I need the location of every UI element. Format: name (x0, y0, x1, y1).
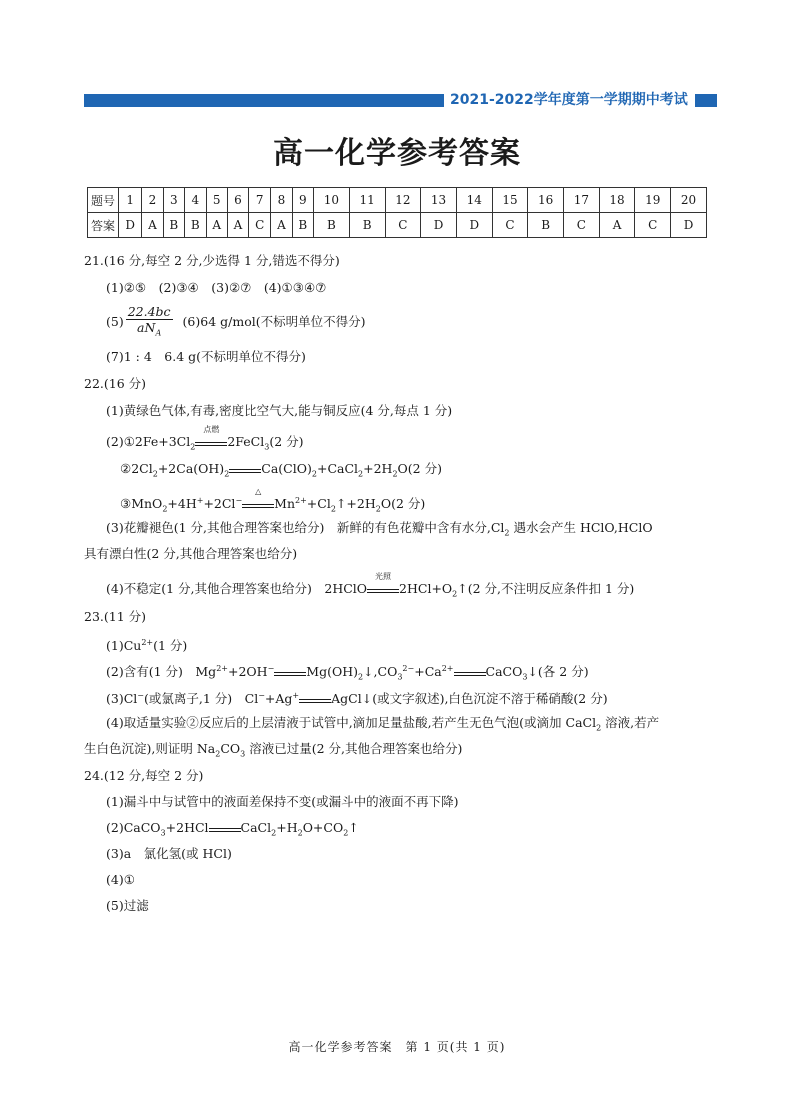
question-number-cell: 14 (456, 188, 492, 213)
q22-line-7 (106, 572, 635, 604)
t: 遇水会产生 HClO,HClO (513, 520, 653, 535)
sup: + (196, 496, 204, 505)
sup: − (267, 664, 275, 673)
equals-arrow (229, 462, 261, 473)
fraction-den-text: aN (137, 320, 156, 335)
q22-line-5 (106, 519, 653, 543)
q21-line-3: (7)1 : 4 6.4 g(不标明单位不得分) (106, 349, 306, 364)
question-number-cell: 11 (349, 188, 385, 213)
sub: 2 (392, 469, 398, 479)
question-number-cell: 13 (421, 188, 457, 213)
q21-heading: 21.(16 分,每空 2 分,少选得 1 分,错选不得分) (84, 253, 340, 268)
question-number-cell: 6 (227, 188, 248, 213)
condition-arrow (242, 487, 274, 508)
t: +2H (363, 461, 393, 476)
answer-cell: C (492, 213, 528, 238)
q21-line-2 (106, 304, 365, 341)
page-footer: 高一化学参考答案 第 1 页(共 1 页) (288, 1040, 506, 1054)
q23-line-3 (106, 687, 608, 708)
sup: 2+ (295, 496, 307, 505)
sup: + (292, 691, 300, 700)
t: Ca(ClO) (261, 461, 312, 476)
answer-cell: B (528, 213, 564, 238)
q21-line-1: (1)②⑤ (2)③④ (3)②⑦ (4)①③④⑦ (106, 280, 327, 295)
equals-arrow (209, 821, 241, 832)
t: Mn (274, 496, 295, 512)
q22-line-2 (106, 425, 304, 457)
t: (4)不稳定(1 分,其他合理答案也给分) 2HClO (106, 581, 368, 596)
answer-cell: B (163, 213, 185, 238)
t: ↓(各 2 分) (527, 664, 589, 680)
t: CaCl (240, 820, 272, 835)
q22-line-3 (120, 460, 442, 484)
t: (或氯离子,1 分) Cl (143, 691, 259, 707)
sub: 2 (330, 504, 336, 514)
answer-cell: C (249, 213, 271, 238)
question-number-cell: 18 (599, 188, 635, 213)
q24-line-5: (5)过滤 (106, 898, 149, 913)
sub: 2 (504, 528, 510, 538)
q24-line-2 (106, 819, 359, 843)
answer-cell: C (564, 213, 600, 238)
q22-line-1: (1)黄绿色气体,有毒,密度比空气大,能与铜反应(4 分,每点 1 分) (106, 403, 453, 418)
equals-bars (229, 469, 261, 473)
t: +Ca (414, 664, 442, 680)
t: +Cl (306, 496, 331, 512)
sub: 2 (297, 828, 303, 838)
t: (1 分) (153, 638, 188, 654)
equals-arrow (454, 665, 486, 676)
t: 溶液,若产 (605, 715, 660, 730)
equals-bars (242, 504, 274, 508)
q24-line-4: (4)① (106, 872, 135, 887)
fraction-denominator (126, 320, 173, 341)
q23-line-2 (106, 660, 589, 687)
question-number-cell: 5 (206, 188, 227, 213)
answer-cell: D (456, 213, 492, 238)
sub: 2 (596, 723, 602, 733)
sup: − (258, 691, 265, 700)
condition-arrow (195, 425, 227, 446)
answer-cell: B (292, 213, 314, 238)
t: 2HCl+O (399, 581, 453, 596)
question-number-row (88, 188, 707, 213)
question-number-cell: 2 (142, 188, 163, 213)
question-number-cell: 15 (492, 188, 528, 213)
question-number-cell: 3 (163, 188, 185, 213)
sub: 2 (357, 672, 364, 682)
t: +2HCl (165, 820, 209, 835)
sub: 2 (215, 749, 221, 759)
answer-cell: B (314, 213, 350, 238)
t: +4H (167, 496, 197, 512)
q21-l2-prefix: (5) (106, 313, 124, 329)
answer-row (88, 213, 707, 238)
question-number-cell: 9 (292, 188, 314, 213)
sub: 3 (160, 828, 166, 838)
t: +CaCl (316, 461, 359, 476)
header-bar-right (695, 94, 717, 107)
question-number-cell: 10 (314, 188, 350, 213)
sub: 2 (152, 469, 158, 479)
fraction (126, 304, 173, 341)
t: ↑+2H (335, 496, 376, 512)
answer-cell: B (185, 213, 207, 238)
answer-cell: A (599, 213, 635, 238)
answer-cell: D (119, 213, 142, 238)
question-number-cell: 20 (671, 188, 707, 213)
q23-line-5 (84, 740, 462, 764)
t: +Ag (264, 691, 293, 707)
q22-line-4 (120, 487, 426, 519)
sub: 2 (271, 828, 277, 838)
question-number-cell: 8 (271, 188, 292, 213)
t: +2Ca(OH) (157, 461, 225, 476)
equals-arrow (274, 665, 306, 676)
q23-heading: 23.(11 分) (84, 609, 147, 624)
t: 2FeCl (227, 434, 265, 449)
q22-line-6: 具有漂白性(2 分,其他合理答案也给分) (84, 546, 298, 561)
equals-arrow (299, 692, 331, 703)
sub: 3 (240, 749, 246, 759)
t: 溶液已过量(2 分,其他合理答案也给分) (249, 741, 463, 756)
answer-cell: D (421, 213, 457, 238)
t: (2 分) (269, 434, 304, 449)
sup: 2+ (441, 664, 454, 673)
q24-line-3: (3)a 氯化氢(或 HCl) (106, 846, 232, 861)
answer-cell: C (635, 213, 671, 238)
equals-bars (195, 442, 227, 446)
sub: 2 (224, 469, 230, 479)
reaction-condition: △ (255, 487, 262, 497)
question-number-cell: 16 (528, 188, 564, 213)
exam-header: 2021-2022学年度第一学期期中考试 (450, 92, 688, 108)
t: 生白色沉淀),则证明 Na (84, 741, 216, 756)
t: +H (276, 820, 298, 835)
sub: 2 (162, 504, 168, 514)
t: Mg(OH) (306, 664, 358, 680)
equals-bars (274, 672, 306, 676)
q23-line-1 (106, 634, 187, 655)
sub: 2 (375, 504, 381, 514)
q21-l2-suffix: (6)64 g/mol(不标明单位不得分) (182, 313, 366, 329)
question-number-cell: 1 (119, 188, 142, 213)
answer-cell: C (385, 213, 421, 238)
header-bar-left (84, 94, 444, 107)
t: (2)CaCO (106, 820, 161, 835)
q23-line-4 (106, 714, 659, 738)
answer-cell: A (206, 213, 227, 238)
question-number-cell: 19 (635, 188, 671, 213)
question-number-cell: 17 (564, 188, 600, 213)
q24-line-1: (1)漏斗中与试管中的液面差保持不变(或漏斗中的液面不再下降) (106, 794, 459, 809)
equals-bars (367, 589, 399, 593)
row-label-number: 题号 (88, 188, 119, 213)
answer-cell: B (349, 213, 385, 238)
sub: 3 (397, 672, 403, 682)
sup: − (137, 691, 144, 700)
question-number-cell: 7 (249, 188, 271, 213)
t: AgCl↓(或文字叙述),白色沉淀不溶于稀硝酸(2 分) (331, 691, 608, 707)
equals-bars (299, 699, 331, 703)
question-number-cell: 12 (385, 188, 421, 213)
t: (2)①2Fe+3Cl (106, 434, 191, 449)
t: O(2 分) (380, 496, 426, 512)
sup: 2+ (216, 664, 228, 673)
reaction-condition: 光照 (375, 572, 392, 581)
t: ↑ (348, 820, 359, 835)
sub: 2 (343, 828, 349, 838)
t: O(2 分) (397, 461, 442, 476)
t: (3)花瓣褪色(1 分,其他合理答案也给分) 新鲜的有色花瓣中含有水分,Cl (106, 520, 505, 535)
answer-table (87, 187, 707, 238)
sub: 3 (522, 672, 528, 682)
fraction-numerator: 22.4bc (127, 304, 171, 319)
t: (3)Cl (106, 691, 138, 707)
sup: 2+ (141, 638, 154, 647)
equals-bars (454, 672, 486, 676)
t: (2)含有(1 分) Mg (106, 664, 217, 680)
t: ②2Cl (120, 461, 153, 476)
fraction-den-sub: A (155, 328, 162, 338)
answer-cell: A (271, 213, 292, 238)
row-label-answer: 答案 (88, 213, 119, 238)
sup: 2− (402, 664, 415, 673)
reaction-condition: 点燃 (203, 425, 220, 434)
sup: − (235, 496, 243, 505)
answer-cell: D (671, 213, 707, 238)
t: O+CO (302, 820, 344, 835)
sub: 2 (452, 589, 458, 599)
sub: 2 (358, 469, 364, 479)
sub: 3 (264, 442, 270, 452)
equals-bars (209, 828, 241, 832)
t: ↑(2 分,不注明反应条件扣 1 分) (457, 581, 635, 596)
t: +2OH (227, 664, 268, 680)
page-title: 高一化学参考答案 (273, 136, 521, 171)
t: +2Cl (203, 496, 236, 512)
sub: 2 (190, 442, 196, 452)
t: (1)Cu (106, 638, 142, 654)
answer-cell: A (142, 213, 163, 238)
question-number-cell: 4 (185, 188, 207, 213)
t: ③MnO (120, 496, 163, 512)
answer-cell: A (227, 213, 248, 238)
q22-heading: 22.(16 分) (84, 376, 147, 391)
t: (4)取适量实验②反应后的上层清液于试管中,滴加足量盐酸,若产生无色气泡(或滴加 CaCl (106, 715, 597, 730)
t: CO (220, 741, 241, 756)
q24-heading: 24.(12 分,每空 2 分) (84, 768, 204, 783)
t: CaCO (485, 664, 523, 680)
t: ↓,CO (363, 664, 398, 680)
condition-arrow (367, 572, 399, 593)
sub: 2 (311, 469, 317, 479)
